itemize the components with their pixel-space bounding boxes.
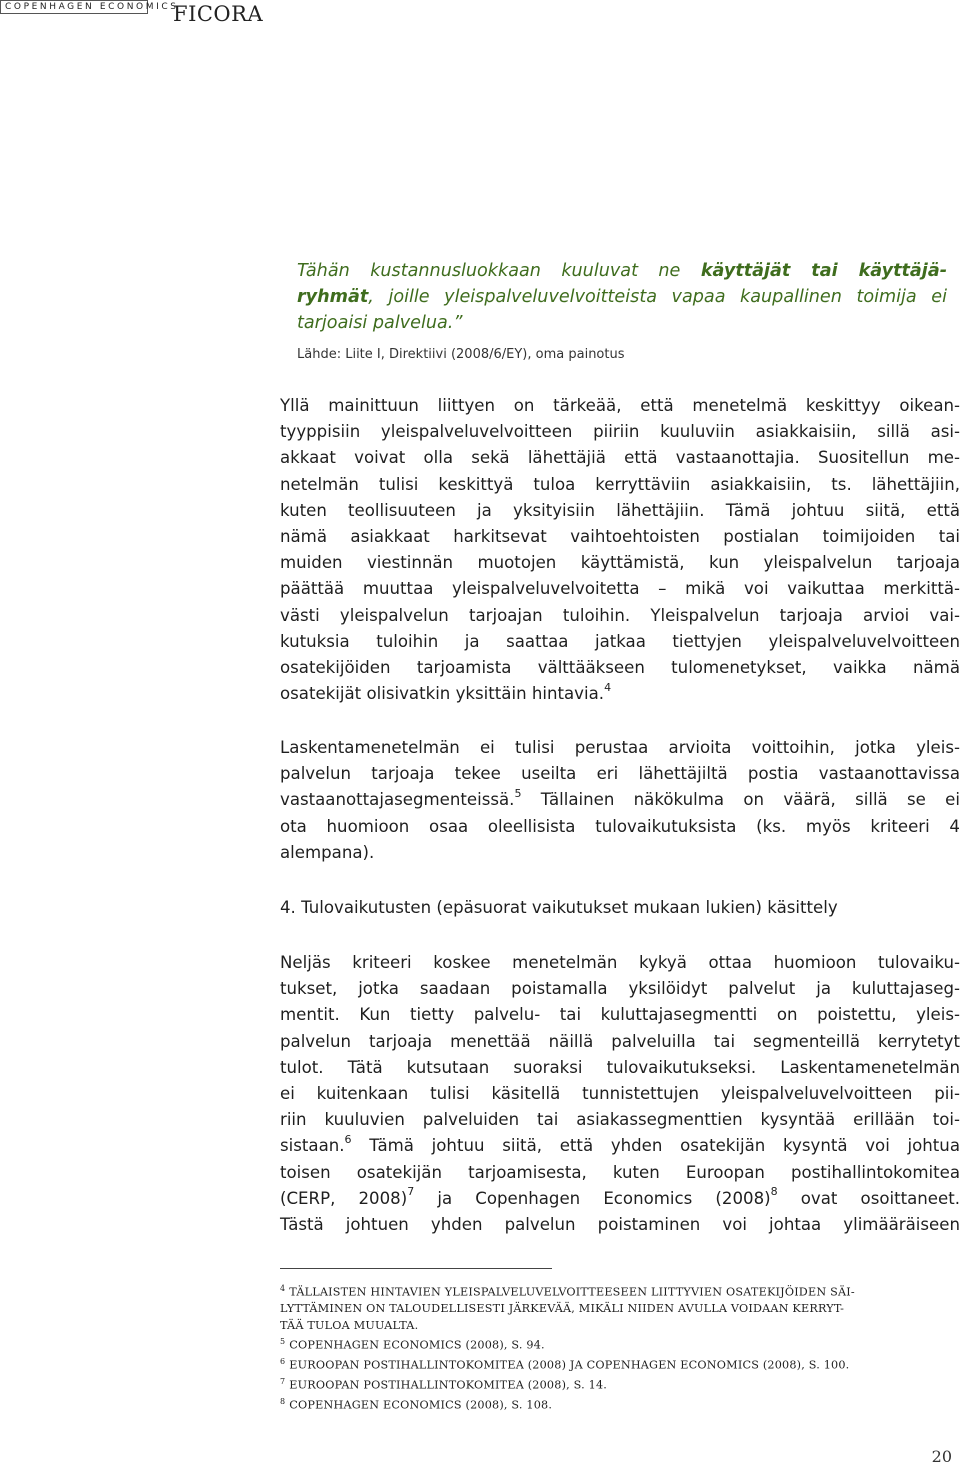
text-line: kutuksia tuloihin ja saattaa jatkaa tiettyjen yleispalveluvelvoitteen — [280, 631, 960, 651]
footnote-divider — [280, 1268, 552, 1269]
text-line: akkaat voivat olla sekä lähettäjiä että vastaanottajia. Suositellun me- — [280, 448, 960, 468]
paragraph-3 — [280, 950, 960, 1238]
text-line: alempana). — [280, 842, 375, 862]
text-line: riin kuuluvien palveluiden tai asiakassegmenttien kysyntää erillään toi- — [280, 1110, 960, 1130]
text-line: osatekijät olisivatkin yksittäin hintavia.$^4$ — [280, 680, 612, 704]
text-line: palvelun tarjoaja tekee useilta eri lähettäjiltä postia vastaanottavissa — [280, 764, 960, 784]
footnote-ref[interactable]: 4 — [604, 680, 612, 694]
text-line: osatekijöiden tarjoamista välttääkseen tulomenetykset, vaikka nämä — [280, 658, 960, 678]
section-heading: 4. Tulovaikutusten (epäsuorat vaikutukset mukaan lukien) käsittely — [280, 898, 838, 917]
company-logo: COPENHAGEN ECONOMICS — [0, 0, 148, 14]
quote-line: tarjoaisi palvelua.” — [297, 313, 463, 333]
text-line: ei kuitenkaan tulisi käsitellä tunnistettujen yleispalveluvelvoitteen pii- — [280, 1084, 960, 1104]
text-line: Yllä mainittuun liittyen on tärkeää, että menetelmä keskittyy oikean- — [280, 396, 960, 415]
footnote-7: $^7$ EUROOPAN POSTIHALLINTOKOMITEA (2008), S. 14. — [280, 1377, 608, 1392]
text-line: netelmän tulisi keskittyä tuloa kerryttäviin asiakkaisiin, ts. lähettäjiin, — [280, 474, 960, 494]
text-line: päättää muuttaa yleispalveluvelvoitetta – mikä voi vaikuttaa merkittä- — [280, 579, 960, 599]
text-line: Tästä johtuen yhden palvelun poistaminen voi johtaa ylimääräiseen — [280, 1215, 960, 1235]
footnote-5: $^5$ COPENHAGEN ECONOMICS (2008), S. 94. — [280, 1336, 545, 1352]
footnote-6: $^6$ EUROOPAN POSTIHALLINTOKOMITEA (2008) JA COPENHAGEN ECONOMICS (2008), S. 100. — [280, 1357, 850, 1372]
text-line: Neljäs kriteeri koskee menetelmän kykyä ottaa huomioon tulovaiku- — [280, 953, 960, 972]
text-line: Laskentamenetelmän ei tulisi perustaa arvioita voittoihin, jotka yleis- — [280, 738, 960, 757]
paragraph-1 — [280, 393, 960, 707]
text-line: toisen osatekijän tarjoamisesta, kuten Euroopan postihallintokomitea — [280, 1162, 960, 1182]
text-line: tyyppisiin yleispalveluvelvoitteen piiriin kuuluviin asiakkaisiin, sillä asi- — [280, 422, 960, 442]
footnote-4-cont: TÄÄ TULOA MUUALTA. — [280, 1318, 419, 1332]
text-line: nämä asiakkaat harkitsevat vaihtoehtoisten postialan toimijoiden tai — [280, 527, 960, 547]
footnote-ref[interactable]: 5 — [514, 786, 522, 800]
quote-source: Lähde: Liite I, Direktiivi (2008/6/EY), oma painotus — [297, 347, 625, 362]
text-line: västi yleispalvelun tarjoajan tuloihin. Yleispalvelun tarjoaja arvioi vai- — [280, 605, 960, 625]
page-number: 20 — [931, 1447, 952, 1466]
text-line: kuten teollisuuteen ja yksityisiin lähettäjiin. Tämä johtuu siitä, että — [280, 500, 960, 520]
quote-line: ryhmät, joille yleispalveluvelvoitteista vapaa kaupallinen toimija ei — [297, 287, 947, 307]
quote-line: Tähän kustannusluokkaan kuuluvat ne käyttäjät tai käyttäjä- — [297, 261, 947, 281]
footnotes — [280, 1281, 950, 1415]
text-line: mentit. Kun tietty palvelu- tai kuluttajasegmentti on poistettu, yleis- — [280, 1005, 960, 1025]
text-line: vastaanottajasegmenteissä.$^5$ Tällainen näkökulma on väärä, sillä se ei — [280, 786, 960, 810]
text-line: sistaan.$^6$ Tämä johtuu siitä, että yhden osatekijän kysyntä voi johtua — [280, 1132, 960, 1156]
footnote-ref[interactable]: 8 — [770, 1185, 778, 1199]
text-line: tukset, jotka saadaan poistamalla yksilöidyt palvelut ja kuluttajaseg- — [280, 979, 960, 999]
text-line: muiden viestinnän muotojen käyttämistä, kun yleispalvelun tarjoaja — [280, 553, 960, 573]
text-line: palvelun tarjoaja menettää näillä palveluilla tai segmenteillä kerrytetyt — [280, 1031, 960, 1051]
footnote-4: $^4$ TÄLLAISTEN HINTAVIEN YLEISPALVELUVELVOITTEESEEN LIITTYVIEN OSATEKIJÖIDEN SÄI- — [280, 1284, 855, 1299]
text-line: ota huomioon osaa oleellisista tulovaikutuksista (ks. myös kriteeri 4 — [280, 816, 960, 836]
text-line: (CERP, 2008)$^7$ ja Copenhagen Economics $(2008)^8$ ovat osoittaneet. — [280, 1185, 960, 1208]
text-line: tulot. Tätä kutsutaan suoraksi tulovaikutukseksi. Laskentamenetelmän — [280, 1057, 960, 1077]
footnote-ref[interactable]: 7 — [407, 1185, 415, 1199]
paragraph-2 — [280, 735, 960, 866]
footnote-ref[interactable]: 6 — [344, 1132, 352, 1146]
footnote-4-cont: LYTTÄMINEN ON TALOUDELLISESTI JÄRKEVÄÄ, MIKÄLI NIIDEN AVULLA VOIDAAN KERRYT- — [280, 1302, 845, 1316]
footnote-8: $^8$ COPENHAGEN ECONOMICS (2008), S. 108. — [280, 1397, 553, 1413]
header-title: FICORA — [173, 2, 264, 26]
quoted-passage — [297, 258, 947, 336]
